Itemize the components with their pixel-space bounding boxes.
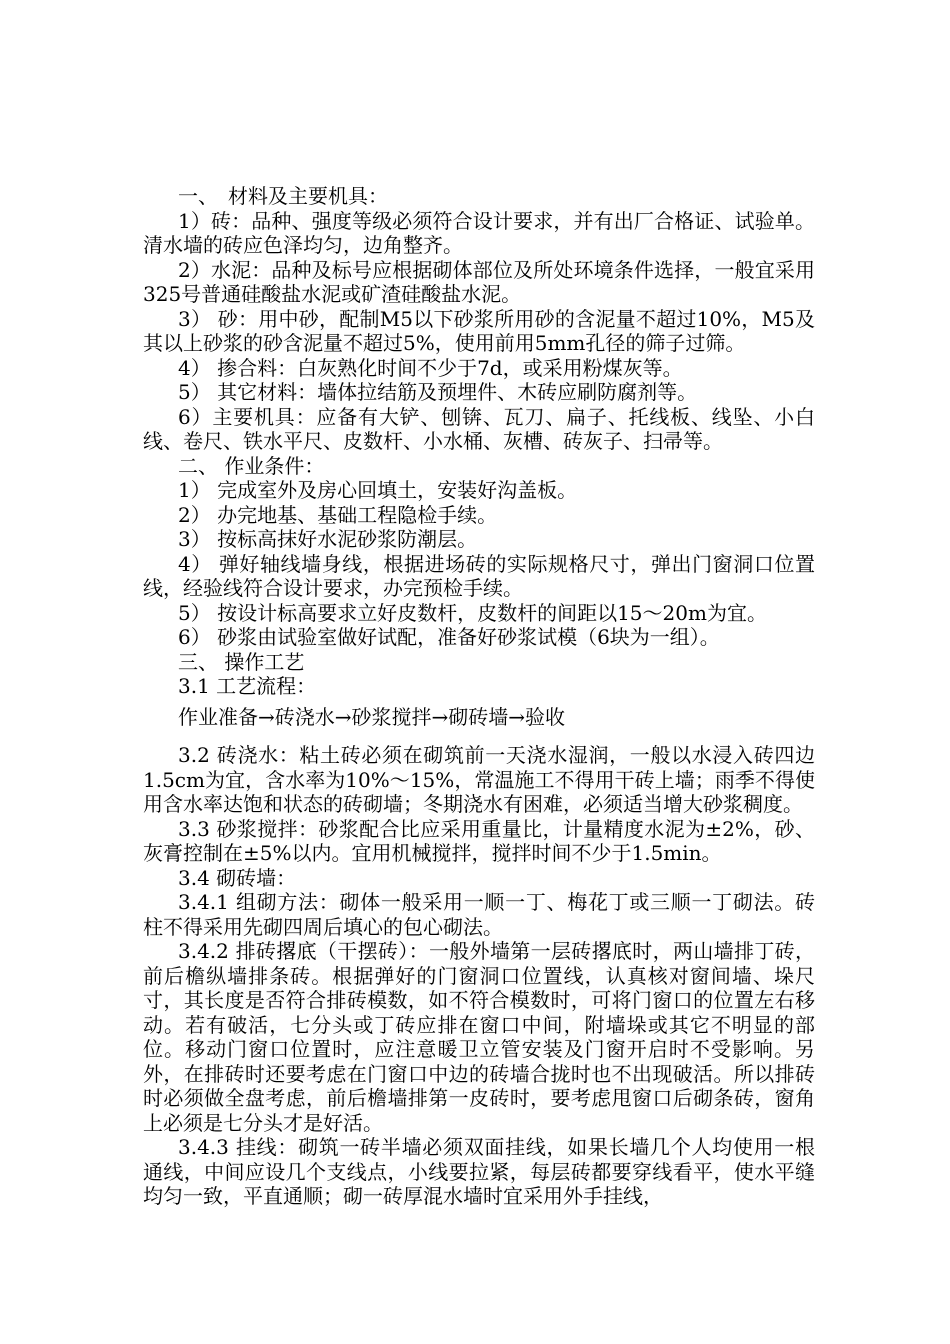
section-heading-materials: 一、 材料及主要机具： — [178, 184, 388, 208]
paragraph: 2） 办完地基、基础工程隐检手续。 — [178, 502, 498, 527]
section-heading-process: 三、 操作工艺 — [178, 649, 305, 674]
process-flow: 作业准备→砖浇水→砂浆搅拌→砌砖墙→验收 — [178, 704, 566, 729]
paragraph: 3.4 砌砖墙： — [178, 865, 297, 890]
section-heading-conditions: 二、 作业条件： — [178, 453, 325, 478]
paragraph: 1） 完成室外及房心回填土，安装好沟盖板。 — [178, 478, 578, 502]
paragraph: 3） 按标高抹好水泥砂浆防潮层。 — [178, 527, 478, 551]
paragraph: 6）主要机具：应备有大铲、刨锛、瓦刀、扁子、托线板、线坠、小白线、卷尺、铁水平尺、皮数杆、小水桶、灰槽、砖灰子、扫帚等。 — [143, 404, 815, 453]
paragraph: 6） 砂浆由试验室做好试配，准备好砂浆试模（6块为一组）。 — [178, 625, 720, 649]
paragraph: 3.1 工艺流程： — [178, 674, 317, 698]
paragraph: 5） 其它材料：墙体拉结筋及预埋件、木砖应刷防腐剂等。 — [178, 380, 698, 404]
paragraph: 3） 砂：用中砂，配制M5以下砂浆所用砂的含泥量不超过10%，M5及其以上砂浆的砂含泥量不超过5%，使用前用5mm孔径的筛子过筛。 — [143, 306, 815, 355]
paragraph: 3.2 砖浇水：粘土砖必须在砌筑前一天浇水湿润，一般以水浸入砖四边1.5cm为宜，含水率为10%～15%，常温施工不得用干砖上墙；雨季不得使用含水率达饱和状态的砖砌墙；冬期浇水有困难，必须适当增大砂浆稠度。 — [143, 743, 815, 816]
paragraph: 3.4.3 挂线：砌筑一砖半墙必须双面挂线，如果长墙几个人均使用一根通线，中间应设几个支线点，小线要拉紧，每层砖都要穿线看平，使水平缝均匀一致，平直通顺；砌一砖厚混水墙时宜采用外手挂线， — [143, 1135, 815, 1208]
paragraph: 3.4.2 排砖撂底（干摆砖）：一般外墙第一层砖撂底时，两山墙排丁砖，前后檐纵墙排条砖。根据弹好的门窗洞口位置线，认真核对窗间墙、垛尺寸，其长度是否符合排砖模数，如不符合模数时，可将门窗口的位置左右移动。若有破活，七分头或丁砖应排在窗口中间，附墙垛或其它不明显的部位。移动门窗口位置时，应注意暖卫立管安装及门窗开启时不受影响。另外，在排砖时还要考虑在门窗口中边的砖墙合拢时也不出现破活。所以排砖时必须做全盘考虑，前后檐墙排第一皮砖时，要考虑甩窗口后砌条砖，窗角上必须是七分头才是好活。 — [143, 939, 815, 1135]
paragraph: 4） 掺合料：白灰熟化时间不少于7d，或采用粉煤灰等。 — [178, 355, 683, 380]
paragraph: 4） 弹好轴线墙身线，根据进场砖的实际规格尺寸，弹出门窗洞口位置线，经验线符合设计要求，办完预检手续。 — [143, 551, 815, 600]
paragraph: 1）砖：品种、强度等级必须符合设计要求，并有出厂合格证、试验单。清水墙的砖应色泽均匀，边角整齐。 — [143, 208, 815, 257]
paragraph: 5） 按设计标高要求立好皮数杆，皮数杆的间距以15～20m为宜。 — [178, 600, 767, 625]
document-body — [143, 184, 815, 1209]
paragraph: 3.4.1 组砌方法：砌体一般采用一顺一丁、梅花丁或三顺一丁砌法。砖柱不得采用先砌四周后填心的包心砌法。 — [143, 890, 815, 939]
paragraph: 3.3 砂浆搅拌：砂浆配合比应采用重量比，计量精度水泥为±2%，砂、灰膏控制在±5%以内。宜用机械搅拌，搅拌时间不少于1.5min。 — [143, 816, 815, 865]
paragraph: 2）水泥：品种及标号应根据砌体部位及所处环境条件选择，一般宜采用325号普通硅酸盐水泥或矿渣硅酸盐水泥。 — [143, 257, 815, 306]
